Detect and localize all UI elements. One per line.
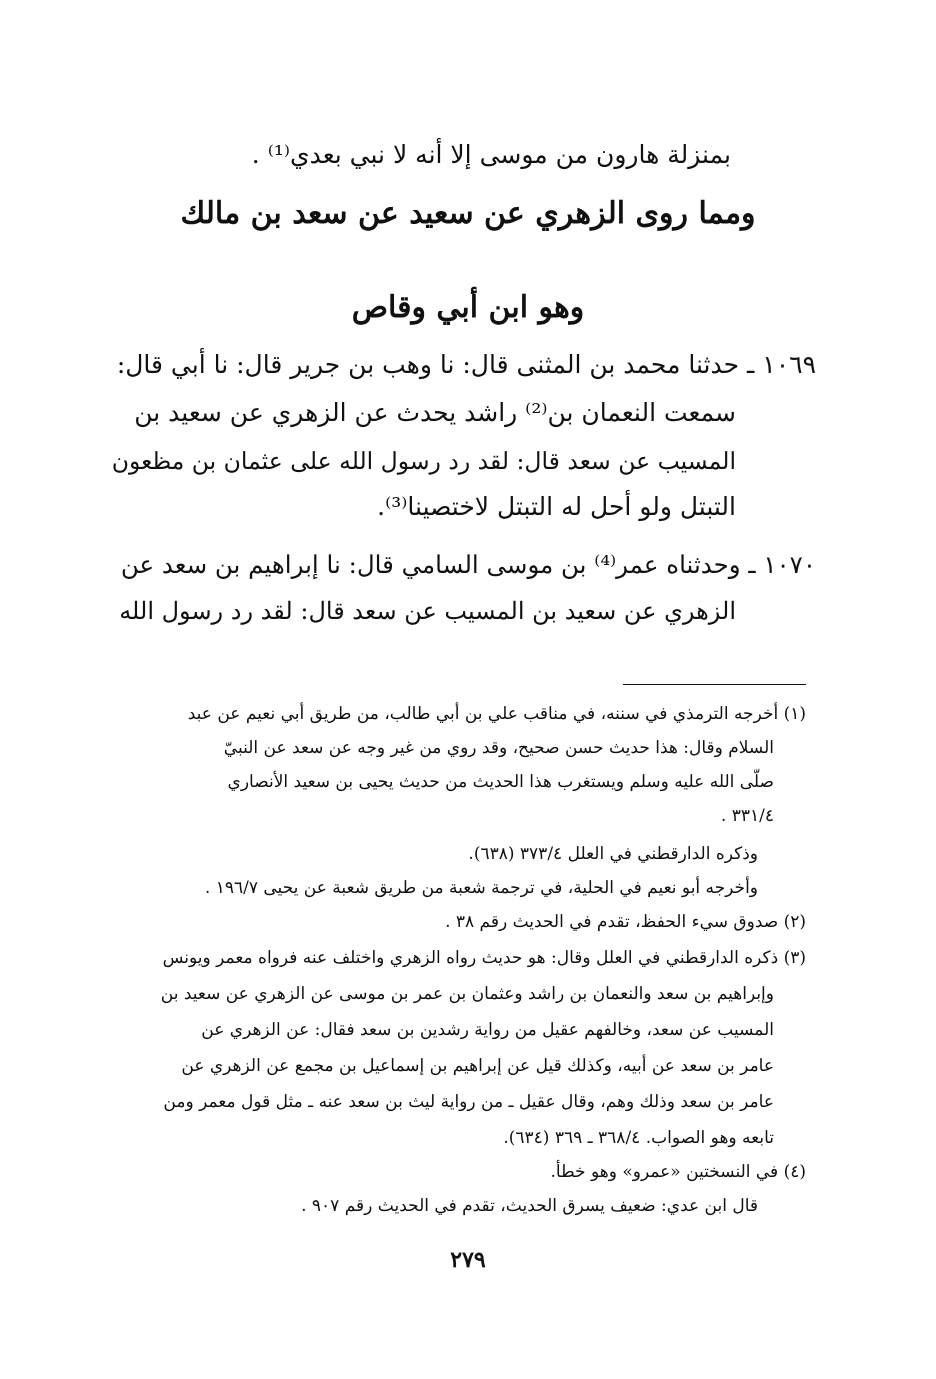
hadith-1069-line-3: المسيب عن سعد قال: لقد رد رسول الله على عثمان بن مظعون [111,447,736,475]
footnote-4-line-2: قال ابن عدي: ضعيف يسرق الحديث، تقدم في الحديث رقم ٩٠٧ . [301,1196,758,1216]
footnote-3-line-6: تابعه وهو الصواب. ٣٦٨/٤ ـ ٣٦٩ (٦٣٤). [503,1128,774,1148]
footnote-divider [623,684,806,685]
hadith-1069-line-2: سمعت النعمان بن⁽²⁾ راشد يحدث عن الزهري عن سعيد بن [134,398,736,427]
footnote-4: (٤) في النسختين «عمرو» وهو خطأ. [550,1162,806,1182]
section-heading: ومما روى الزهري عن سعيد عن سعد بن مالك [180,196,756,231]
footnote-1-line-2: السلام وقال: هذا حديث حسن صحيح، وقد روي من غير وجه عن سعد عن النبيّ [223,738,774,758]
footnote-1-line-3: صلّى الله عليه وسلم ويستغرب هذا الحديث من حديث يحيى بن سعيد الأنصاري [227,772,774,792]
footnote-3-line-5: عامر بن سعد وذلك وهم، وقال عقيل ـ من رواية ليث بن سعد عنه ـ مثل قول معمر ومن [163,1092,774,1112]
page-number: ٢٧٩ [450,1247,486,1273]
hadith-1069-line-4: التبتل ولو أحل له التبتل لاختصينا⁽³⁾. [377,492,736,521]
hadith-1070-line-2: الزهري عن سعيد بن المسيب عن سعد قال: لقد رد رسول الله [119,597,736,625]
footnote-1-line-5: وذكره الدارقطني في العلل ٣٧٣/٤ (٦٣٨). [468,844,758,864]
footnote-1-line-4: ٣٣١/٤ . [720,806,774,826]
footnote-3-line-2: وإبراهيم بن سعد والنعمان بن راشد وعثمان بن عمر بن موسى عن الزهري عن سعيد بن [160,984,774,1004]
hadith-1069-line-1: ١٠٦٩ ـ حدثنا محمد بن المثنى قال: نا وهب بن جرير قال: نا أبي قال: [116,350,816,379]
hadith-1070-line-1: ١٠٧٠ ـ وحدثناه عمر⁽⁴⁾ بن موسى السامي قال: نا إبراهيم بن سعد عن [120,550,816,579]
footnote-1-line-1: (١) أخرجه الترمذي في سننه، في مناقب علي بن أبي طالب، من طريق أبي نعيم عن عبد [187,704,806,724]
footnote-3-line-4: عامر بن سعد عن أبيه، وكذلك قيل عن إبراهيم بن إسماعيل بن مجمع عن الزهري عن [181,1056,774,1076]
footnote-1-line-6: وأخرجه أبو نعيم في الحلية، في ترجمة شعبة من طريق شعبة عن يحيى ١٩٦/٧ . [204,878,758,898]
section-subheading: وهو ابن أبي وقاص [351,290,585,325]
intro-line: بمنزلة هارون من موسى إلا أنه لا نبي بعدي⁽¹⁾ . [251,140,731,169]
footnote-2: (٢) صدوق سيء الحفظ، تقدم في الحديث رقم ٣٨ . [445,912,806,932]
footnote-3-line-1: (٣) ذكره الدارقطني في العلل وقال: هو حديث رواه الزهري واختلف عنه فرواه معمر ويونس [162,948,806,968]
footnote-3-line-3: المسيب عن سعد، وخالفهم عقيل من رواية رشدين بن سعد فقال: عن الزهري عن [201,1020,774,1040]
